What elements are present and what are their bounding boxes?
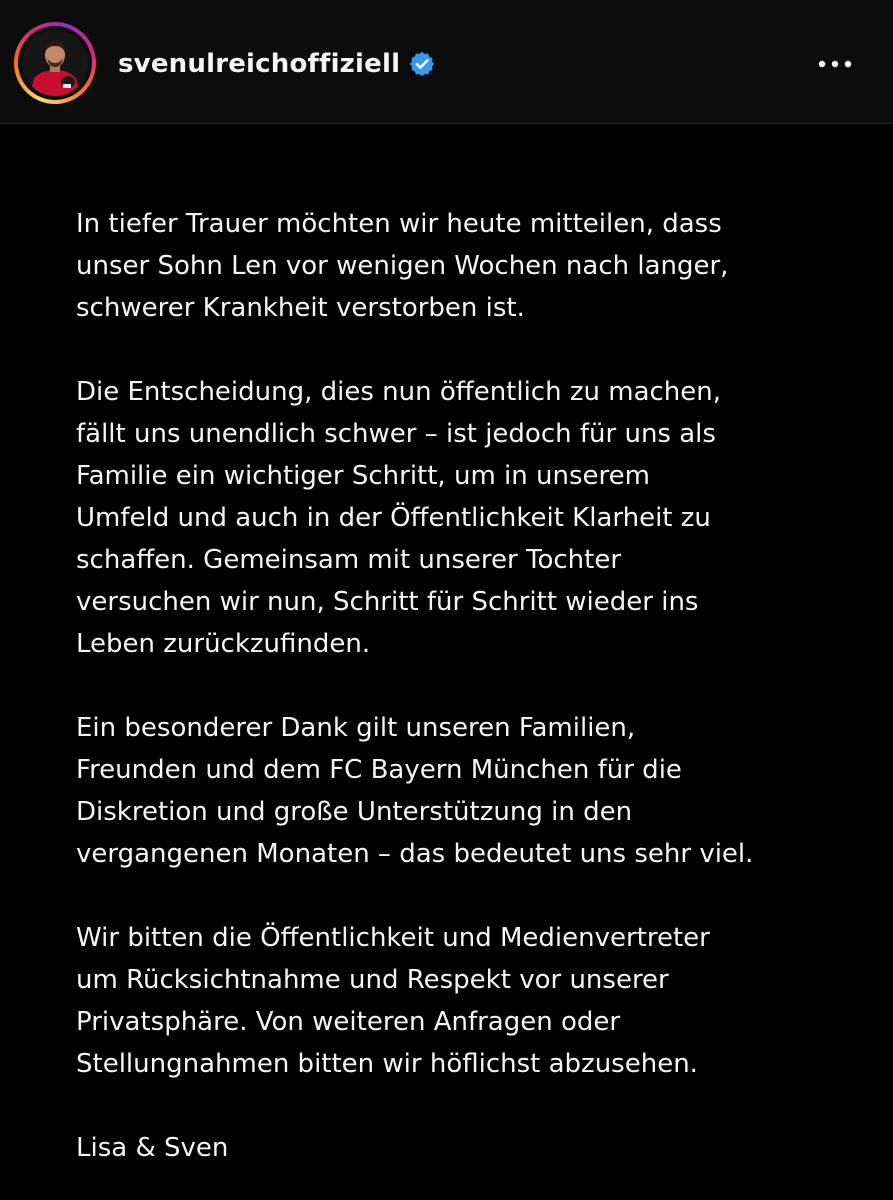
username-row bbox=[118, 44, 436, 84]
text-line: Privatsphäre. Von weiteren Anfragen oder bbox=[76, 1007, 621, 1037]
text-line: Leben zurückzufinden. bbox=[76, 629, 371, 659]
text-line: Freunden und dem FC Bayern München für die bbox=[76, 755, 682, 785]
paragraph-3 bbox=[76, 707, 856, 875]
text-line: Lisa & Sven bbox=[76, 1133, 229, 1163]
text-line: unser Sohn Len vor wenigen Wochen nach langer, bbox=[76, 251, 729, 281]
more-options-button[interactable] bbox=[815, 50, 855, 78]
text-line: Umfeld und auch in der Öffentlichkeit Klarheit zu bbox=[76, 503, 711, 533]
text-line: Wir bitten die Öffentlichkeit und Medienvertreter bbox=[76, 923, 710, 953]
text-line: Stellungnahmen bitten wir höflichst abzusehen. bbox=[76, 1049, 698, 1079]
text-line: schaffen. Gemeinsam mit unserer Tochter bbox=[76, 545, 622, 575]
text-line: um Rücksichtnahme und Respekt vor unserer bbox=[76, 965, 669, 995]
text-line: Familie ein wichtiger Schritt, um in unserem bbox=[76, 461, 650, 491]
avatar[interactable] bbox=[22, 30, 88, 96]
text-line: fällt uns unendlich schwer – ist jedoch für uns als bbox=[76, 419, 716, 449]
text-line: vergangenen Monaten – das bedeutet uns sehr viel. bbox=[76, 839, 754, 869]
avatar-gap bbox=[18, 26, 92, 100]
text-line: Ein besonderer Dank gilt unseren Familien, bbox=[76, 713, 636, 743]
more-horizontal-icon bbox=[817, 59, 853, 69]
text-line: Diskretion und große Unterstützung in den bbox=[76, 797, 633, 827]
verified-badge-icon bbox=[408, 50, 436, 78]
text-line: versuchen wir nun, Schritt für Schritt wieder ins bbox=[76, 587, 699, 617]
paragraph-2 bbox=[76, 371, 856, 665]
signature bbox=[76, 1127, 856, 1169]
paragraph-1 bbox=[76, 203, 856, 329]
text-line: In tiefer Trauer möchten wir heute mitteilen, dass bbox=[76, 209, 722, 239]
post-header bbox=[0, 0, 893, 124]
text-line: schwerer Krankheit verstorben ist. bbox=[76, 293, 525, 323]
story-ring[interactable] bbox=[14, 22, 96, 104]
post-caption bbox=[76, 203, 856, 1169]
paragraph-4 bbox=[76, 917, 856, 1085]
avatar-image bbox=[22, 30, 88, 96]
text-line: Die Entscheidung, dies nun öffentlich zu machen, bbox=[76, 377, 722, 407]
username[interactable]: svenulreichoffiziell bbox=[118, 49, 401, 79]
